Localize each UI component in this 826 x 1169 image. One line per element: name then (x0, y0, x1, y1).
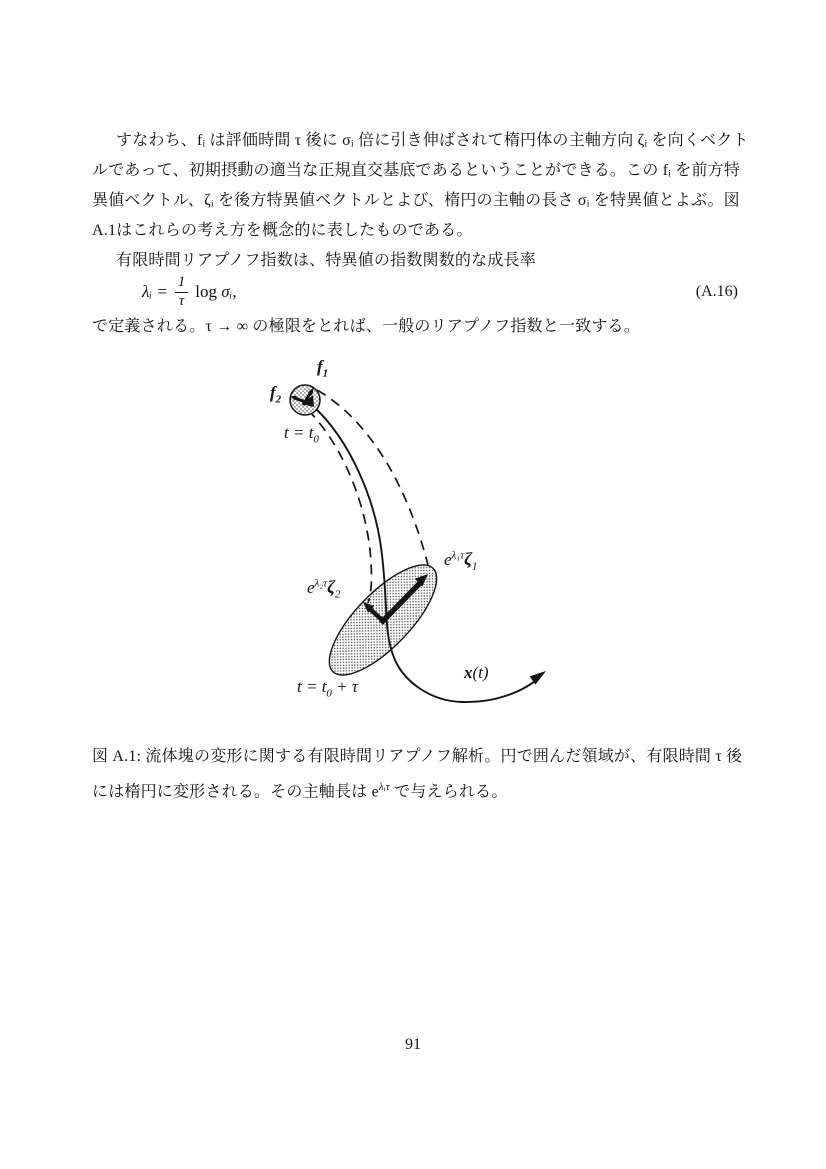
label-f1: $f_1$ (317, 357, 329, 380)
equation-log: log (195, 282, 218, 301)
equation-rhs: σᵢ, (221, 282, 237, 301)
body-line: で定義される。τ → ∞ の極限をとれば、一般のリアプノフ指数と一致する。 (92, 318, 640, 335)
body-line: 有限時間リアプノフ指数は、特異値の指数関数的な成長率 (116, 252, 536, 269)
label-f2: $f_2$ (270, 383, 282, 406)
body-line: A.1はこれらの考え方を概念的に表したものである。 (92, 222, 473, 239)
equation-number: (A.16) (695, 283, 738, 300)
caption-line: には楕円に変形される。その主軸長は $e^{\lambda ᵢ\tau}$ で与えられる。 (92, 781, 508, 801)
label-t0-plus-tau: $t = t_0 + \tau$ (297, 677, 358, 700)
fraction-denominator: τ (175, 292, 188, 310)
equation-lhs: λᵢ = (142, 282, 168, 301)
fraction-numerator: 1 (177, 274, 186, 291)
label-zeta2: $e^{\lambda_2\tau}\zeta_2$ (307, 577, 341, 601)
label-xt: x(t) (464, 663, 489, 682)
label-t0: $t = t_0$ (284, 423, 319, 446)
dashed-curve-right (317, 390, 428, 565)
caption-line: 図 A.1: 流体塊の変形に関する有限時間リアプノフ解析。円で囲んだ領域が、有限時間 τ 後 (92, 748, 743, 765)
body-line: すなわち、fᵢ は評価時間 τ 後に σᵢ 倍に引き伸ばされて楕円体の主軸方向 ζᵢ を向くベクト (116, 132, 749, 149)
body-line: 異値ベクトル、ζᵢ を後方特異値ベクトルとよび、楕円の主軸の長さ σᵢ を特異値とよぶ。図 (92, 192, 740, 209)
label-zeta1: $e^{\lambda_1\tau}\zeta_1$ (444, 549, 478, 573)
body-line: ルであって、初期摂動の適当な正規直交基底であるということができる。この fᵢ を前方特 (92, 162, 741, 179)
figure-caption (92, 742, 744, 807)
page-number: 91 (405, 1036, 421, 1053)
